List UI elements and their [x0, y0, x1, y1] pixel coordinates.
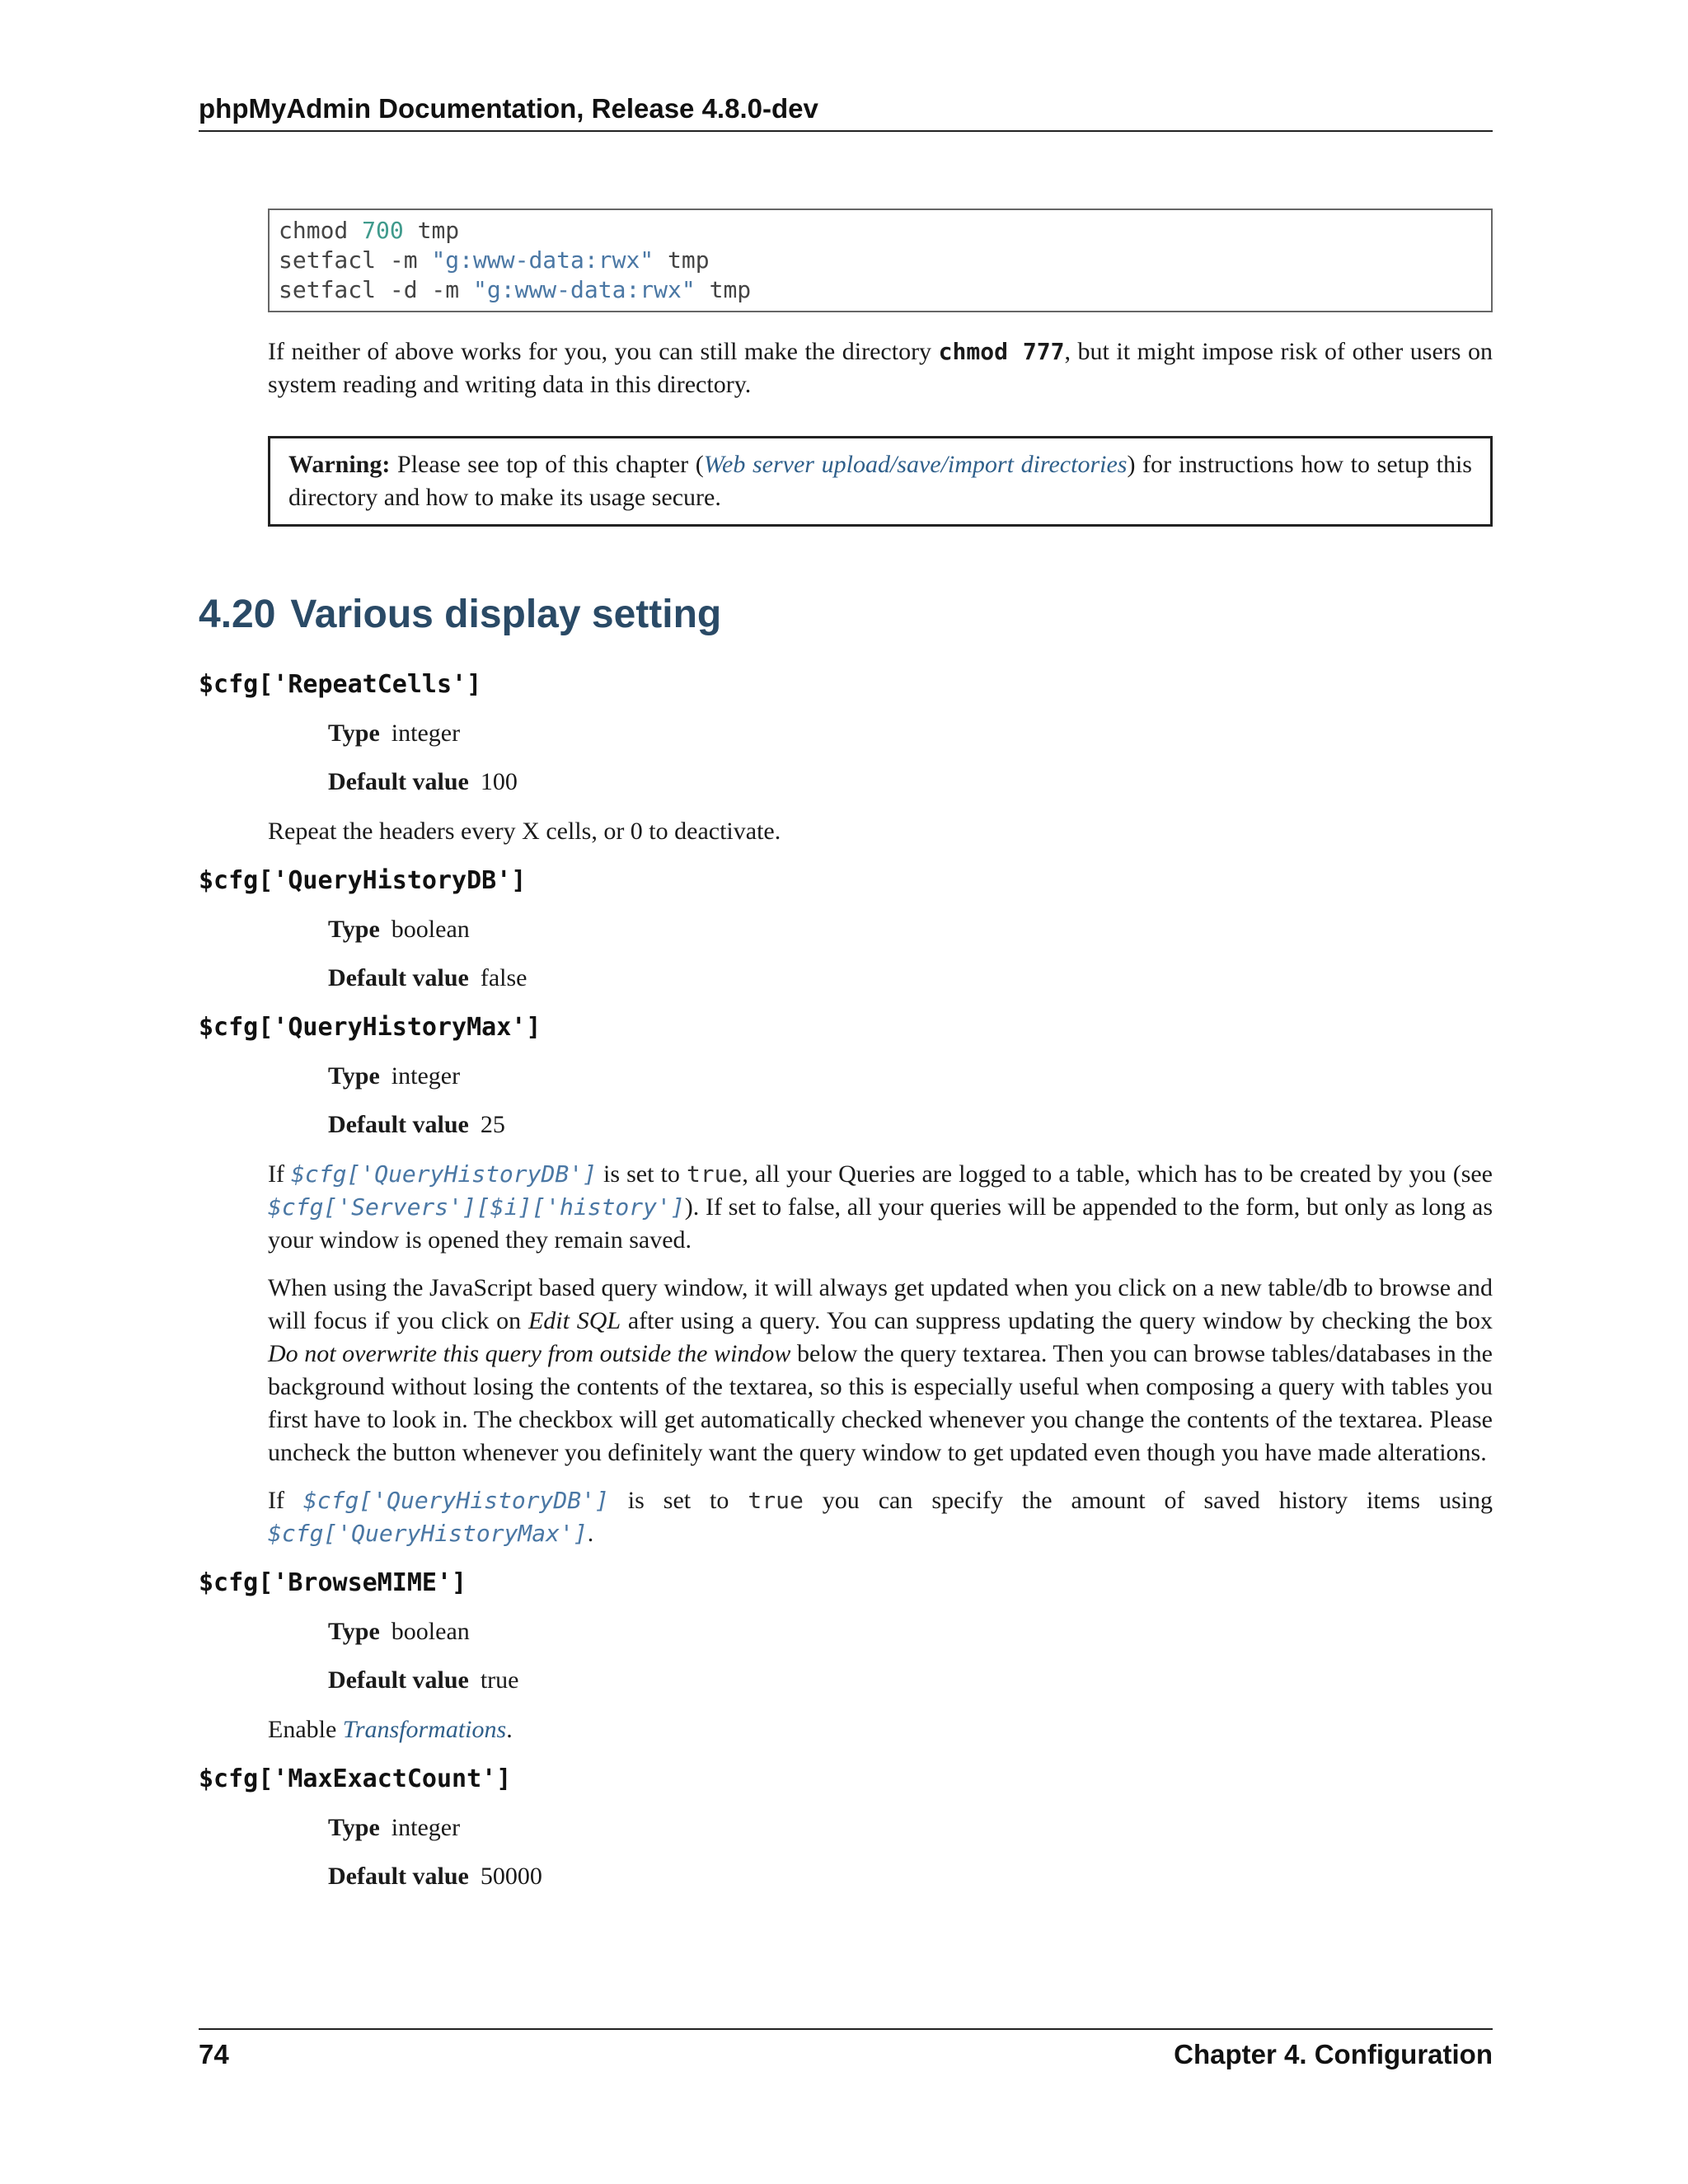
code-string: "g:www-data:rwx" [431, 246, 654, 274]
warning-box [268, 436, 1493, 527]
text: you can specify the amount of saved history items using [803, 1487, 1493, 1514]
code-text: setfacl -d -m [279, 276, 474, 303]
paragraph-history-max [268, 1484, 1493, 1550]
text: Please see top of this chapter ( [390, 451, 704, 478]
field-label: Type [328, 1618, 380, 1645]
field-type [328, 1615, 1493, 1648]
field-label: Type [328, 1814, 380, 1841]
field-type [328, 1811, 1493, 1844]
description [268, 1713, 1493, 1746]
section-heading [199, 591, 1493, 639]
code-line [279, 246, 1482, 275]
running-header [199, 92, 1493, 132]
field-type [328, 913, 1493, 946]
text: is set to [596, 1160, 687, 1188]
field-default [328, 1664, 1493, 1697]
cfg-repeat-cells: $cfg['RepeatCells'] [199, 670, 482, 699]
upload-directories-link[interactable]: Web server upload/save/import directories [703, 451, 1128, 478]
field-value: 50000 [480, 1863, 542, 1890]
field-type [328, 1060, 1493, 1093]
code-string: "g:www-data:rwx" [473, 276, 696, 303]
field-default [328, 1860, 1493, 1893]
code-number: 700 [362, 217, 404, 244]
code-line [279, 275, 1482, 305]
text: ). If set to false, all your queries will be appended to the form, but only as long as your window is opened they remain saved. [268, 1193, 1493, 1254]
field-value: 25 [480, 1111, 505, 1138]
document-body [199, 209, 1493, 1893]
emphasis: Do not overwrite this query from outside the window [268, 1340, 791, 1367]
field-default [328, 1108, 1493, 1141]
text: If neither of above works for you, you can still make the directory [268, 338, 939, 365]
text: . [506, 1716, 513, 1743]
field-value: integer [391, 1062, 461, 1090]
section-number: 4.20 [199, 593, 276, 636]
code-text: tmp [403, 217, 460, 244]
emphasis: Edit SQL [528, 1307, 621, 1334]
description: Repeat the headers every X cells, or 0 to deactivate. [268, 818, 781, 845]
text: , but it might impose risk of other users on system reading and writing data in this directory. [268, 338, 1493, 398]
text: When using the JavaScript based query window, it will always get updated when you click on a new table/db to browse and will focus if you click on [268, 1274, 1493, 1334]
query-history-max-link[interactable]: $cfg['QueryHistoryMax'] [268, 1520, 588, 1547]
chapter-title: Chapter 4. Configuration [1174, 2039, 1493, 2069]
field-label: Type [328, 719, 380, 747]
query-history-db-link[interactable]: $cfg['QueryHistoryDB'] [291, 1160, 597, 1188]
field-label: Default value [328, 1863, 469, 1890]
code-text: setfacl -m [279, 246, 432, 274]
field-value: 100 [480, 768, 518, 795]
paragraph-query-window [268, 1272, 1493, 1469]
text: , all your Queries are logged to a table, which has to be created by you (see [742, 1160, 1493, 1188]
field-label: Type [328, 916, 380, 943]
warning-text [288, 448, 1472, 514]
text: below the query textarea. Then you can browse tables/databases in the background without losing the contents of the textarea, so this is especially useful when composing a query with tables you first have to look in. The checkbox will get automatically checked whenever you change the contents of the textarea. Please uncheck the button whenever you definitely want the query window to get updated even though you have made alterations. [268, 1340, 1493, 1466]
field-default [328, 766, 1493, 799]
text: If [268, 1160, 292, 1188]
query-history-db-link[interactable]: $cfg['QueryHistoryDB'] [302, 1487, 609, 1514]
field-value: false [480, 964, 528, 991]
field-label: Default value [328, 964, 469, 991]
page-number: 74 [199, 2039, 229, 2069]
cfg-browse-mime: $cfg['BrowseMIME'] [199, 1568, 467, 1597]
inline-code: true [686, 1160, 743, 1188]
text: If [268, 1487, 303, 1514]
code-block [268, 209, 1493, 312]
field-type [328, 717, 1493, 750]
text: is set to [608, 1487, 748, 1514]
running-footer [199, 2028, 1493, 2071]
servers-history-link[interactable]: $cfg['Servers'][$i]['history'] [268, 1193, 685, 1221]
field-default [328, 962, 1493, 995]
inline-command: chmod 777 [938, 338, 1065, 365]
code-text: tmp [695, 276, 752, 303]
field-value: integer [391, 1814, 461, 1841]
code-text: chmod [279, 217, 363, 244]
field-value: boolean [391, 1618, 470, 1645]
cfg-query-history-max: $cfg['QueryHistoryMax'] [199, 1013, 542, 1042]
field-value: integer [391, 719, 461, 747]
text: after using a query. You can suppress updating the query window by checking the box [621, 1307, 1493, 1334]
paragraph-history-db [268, 1158, 1493, 1257]
text: . [587, 1520, 594, 1547]
cfg-query-history-db: $cfg['QueryHistoryDB'] [199, 866, 527, 895]
warning-label: Warning: [288, 451, 391, 478]
inline-code: true [748, 1487, 804, 1514]
code-text: tmp [654, 246, 710, 274]
field-value: boolean [391, 916, 470, 943]
code-line [279, 216, 1482, 246]
field-value: true [480, 1666, 519, 1694]
header-title: phpMyAdmin Documentation, Release 4.8.0-dev [199, 93, 818, 124]
field-label: Default value [328, 1666, 469, 1694]
section-title: Various display setting [290, 593, 722, 636]
field-label: Default value [328, 768, 469, 795]
text: ) for instructions how to setup this directory and how to make its usage secure. [288, 451, 1472, 511]
text: Enable [268, 1716, 343, 1743]
field-label: Default value [328, 1111, 469, 1138]
cfg-max-exact-count: $cfg['MaxExactCount'] [199, 1765, 512, 1793]
transformations-link[interactable]: Transformations [342, 1716, 507, 1743]
paragraph-chmod [268, 335, 1493, 401]
field-label: Type [328, 1062, 380, 1090]
